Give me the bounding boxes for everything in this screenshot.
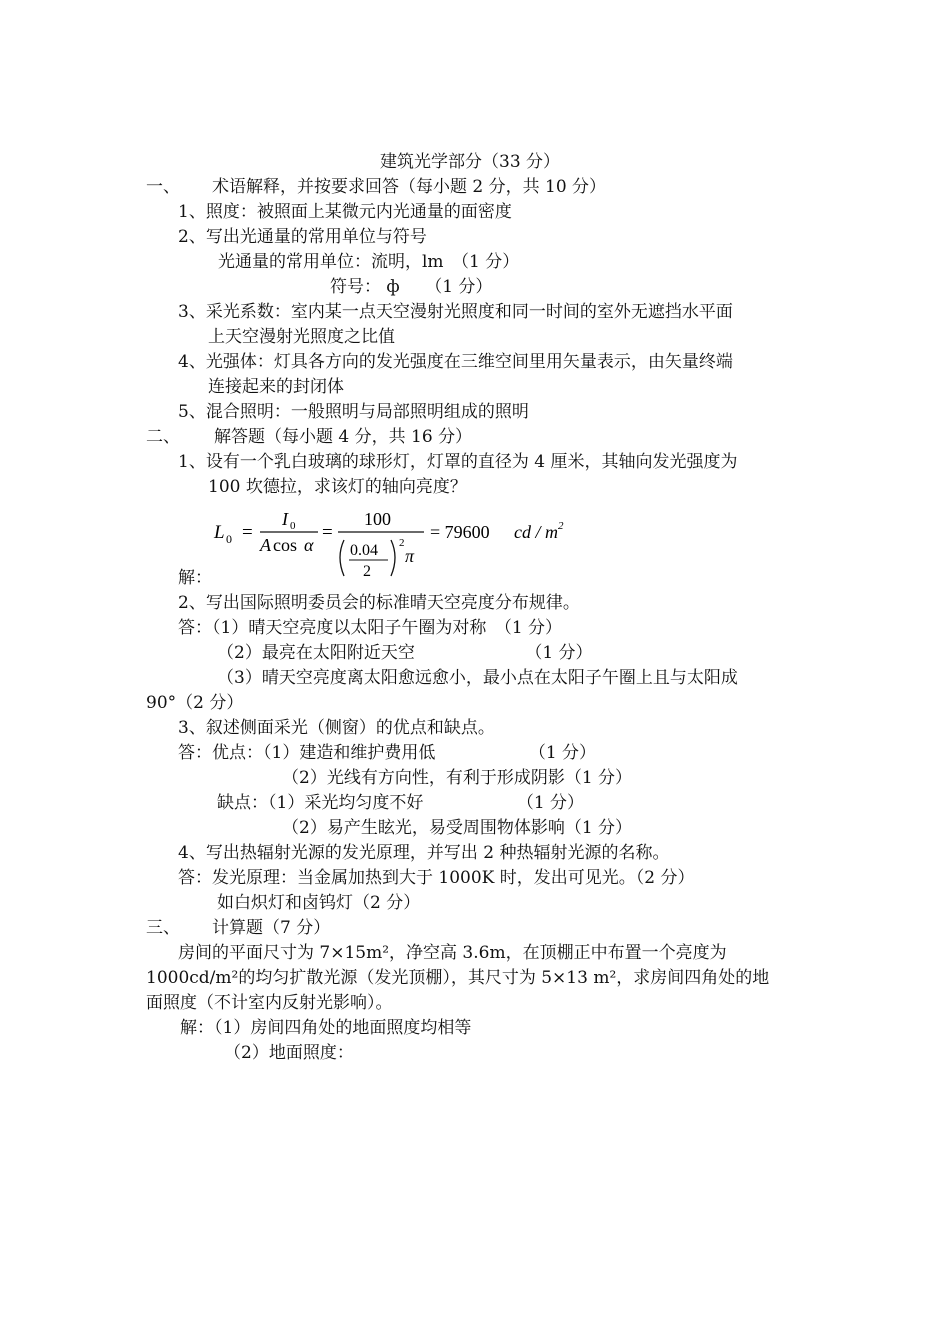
s2-q2-answer-2: （2）最亮在太阳附近天空 （1 分）	[217, 643, 593, 663]
s2-question-4: 4、写出热辐射光源的发光原理，并写出 2 种热辐射光源的名称。	[178, 843, 670, 863]
s2-question-3: 3、叙述侧面采光（侧窗）的优点和缺点。	[178, 718, 495, 738]
page-title: 建筑光学部分（33 分）	[380, 152, 561, 172]
formula-unit-exp: 2	[558, 520, 564, 532]
section-2-number: 二、	[146, 427, 180, 447]
s1-question-3-line-1: 3、采光系数：室内某一点天空漫射光照度和同一时间的室外无遮挡水平面	[178, 302, 733, 322]
s2-q4-answer-2: 如白炽灯和卤钨灯（2 分）	[217, 893, 421, 913]
s1-question-2: 2、写出光通量的常用单位与符号	[178, 227, 427, 247]
s3-problem-line-3: 面照度（不计室内反射光影响）。	[146, 993, 393, 1013]
s2-question-1-line-2: 100 坎德拉，求该灯的轴向亮度？	[208, 477, 467, 497]
s2-q3-disadvantage-2: （2）易产生眩光，易受周围物体影响（1 分）	[282, 818, 633, 838]
s1-question-4-line-1: 4、光强体：灯具各方向的发光强度在三维空间里用矢量表示，由矢量终端	[178, 352, 733, 372]
formula-result: = 79600	[430, 522, 490, 542]
s2-q3-disadvantage-1: 缺点：（1）采光均匀度不好 （1 分）	[217, 793, 585, 813]
s3-problem-line-1: 房间的平面尺寸为 7×15m²，净空高 3.6m，在顶棚正中布置一个亮度为	[178, 943, 727, 963]
s2-q2-answer-3: （3）晴天空亮度离太阳愈远愈小，最小点在太阳子午圈上且与太阳成	[217, 668, 738, 688]
formula-unit: cd / m	[514, 522, 558, 542]
s1-question-4-line-2: 连接起来的封闭体	[208, 377, 344, 397]
formula-den2-exp: 2	[399, 537, 405, 549]
formula-den2-frac-den: 2	[363, 563, 371, 580]
formula-den1-b: cos	[273, 535, 297, 555]
s2-q3-advantage-2: （2）光线有方向性，有利于形成阴影（1 分）	[282, 768, 633, 788]
section-1-number: 一、	[146, 177, 180, 197]
formula-num2: 100	[364, 509, 391, 529]
formula-equals-1: =	[242, 522, 253, 543]
s2-q3-advantage-1: 答：优点：（1）建造和维护费用低 （1 分）	[178, 743, 597, 763]
s1-q2-unit-answer: 光通量的常用单位：流明，lm （1 分）	[218, 252, 520, 272]
formula-den1-c: α	[304, 535, 314, 555]
formula-num1-sub: 0	[290, 520, 296, 532]
formula-num1: I	[282, 509, 288, 529]
s2-question-2: 2、写出国际照明委员会的标准晴天空亮度分布规律。	[178, 593, 580, 613]
section-3-heading: 计算题（7 分）	[212, 918, 331, 938]
s1-question-1: 1、照度：被照面上某微元内光通量的面密度	[178, 202, 512, 222]
formula-equals-2: =	[322, 522, 333, 543]
s2-q1-solution-label: 解：	[178, 568, 212, 588]
s3-solution-1: 解：（1）房间四角处的地面照度均相等	[180, 1018, 472, 1038]
luminance-formula	[210, 500, 590, 584]
section-2-heading: 解答题（每小题 4 分，共 16 分）	[214, 427, 473, 447]
s2-q2-answer-3-cont: 90°（2 分）	[146, 693, 244, 713]
s1-q2-symbol-answer: 符号： ф （1 分）	[330, 277, 493, 297]
s2-q2-answer-1: 答：（1）晴天空亮度以太阳子午圈为对称 （1 分）	[178, 618, 563, 638]
formula-lhs-sub: 0	[226, 532, 232, 546]
left-paren	[340, 540, 344, 576]
formula-lhs: L	[214, 522, 225, 543]
s2-q4-answer-1: 答：发光原理：当金属加热到大于 1000K 时，发出可见光。（2 分）	[178, 868, 695, 888]
s2-question-1-line-1: 1、设有一个乳白玻璃的球形灯，灯罩的直径为 4 厘米，其轴向发光强度为	[178, 452, 738, 472]
section-3-number: 三、	[146, 918, 180, 938]
right-paren	[391, 540, 395, 576]
formula-den2-pi: π	[405, 546, 415, 566]
s1-question-5: 5、混合照明：一般照明与局部照明组成的照明	[178, 402, 529, 422]
s3-solution-2: （2）地面照度：	[224, 1043, 354, 1063]
formula-den1-a: A	[260, 535, 271, 555]
s1-question-3-line-2: 上天空漫射光照度之比值	[208, 327, 395, 347]
formula-den2-frac-num: 0.04	[350, 542, 378, 559]
section-1-heading: 术语解释，并按要求回答（每小题 2 分，共 10 分）	[212, 177, 607, 197]
s3-problem-line-2: 1000cd/m²的均匀扩散光源（发光顶棚），其尺寸为 5×13 m²，求房间四角处的地	[146, 968, 770, 988]
